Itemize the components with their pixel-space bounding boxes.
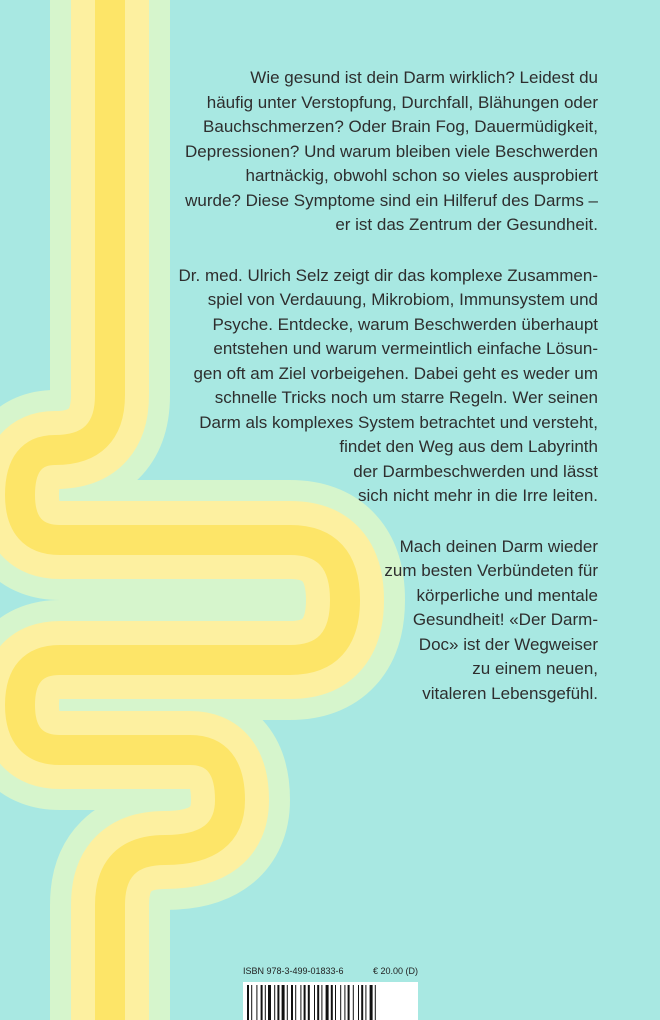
barcode-bar [308, 985, 310, 1020]
blurb-line: häufig unter Verstopfung, Durchfall, Blähungen oder [206, 92, 598, 112]
barcode-bar [304, 985, 306, 1020]
blurb-line: Psyche. Entdecke, warum Beschwerden überhaupt [212, 314, 598, 334]
barcode-bar [344, 985, 345, 1020]
blurb-line: entstehen und warum vermeintlich einfache Lösun- [213, 339, 598, 358]
barcode-bar [265, 985, 266, 1020]
barcode-bar [340, 985, 341, 1020]
blurb-line: er ist das Zentrum der Gesundheit. [335, 215, 598, 234]
blurb-line: findet den Weg aus dem Labyrinth [339, 437, 598, 456]
barcode-bar [291, 985, 293, 1020]
blurb-line: körperliche und mentale [416, 585, 598, 605]
blurb-paragraph-2 [38, 264, 598, 509]
blurb-line: wurde? Diese Symptome sind ein Hilferuf des Darms – [185, 190, 598, 210]
blurb-line: zum besten Verbündeten für [384, 561, 598, 580]
back-cover-blurb [38, 66, 598, 732]
blurb-line: sich nicht mehr in die Irre leiten. [358, 486, 598, 505]
barcode-bar [295, 985, 296, 1020]
barcode-bar [314, 985, 315, 1020]
isbn-number: ISBN 978-3-499-01833-6 [243, 966, 344, 976]
blurb-line: Depressionen? Und warum bleiben viele Beschwerden [185, 141, 598, 161]
blurb-line: der Darmbeschwerden und lässt [353, 461, 598, 481]
barcode-bar [317, 985, 319, 1020]
barcode-bar [251, 985, 252, 1020]
barcode-bar [358, 985, 359, 1020]
barcode-bar [361, 985, 363, 1020]
barcode-bar [268, 985, 271, 1020]
blurb-paragraph-1 [38, 66, 598, 238]
barcode-bar [274, 985, 275, 1020]
barcode-bar [331, 985, 333, 1020]
blurb-line: Dr. med. Ulrich Selz zeigt dir das komplexe Zusammen- [178, 265, 598, 285]
barcode-bar [348, 985, 350, 1020]
blurb-line: Bauchschmerzen? Oder Brain Fog, Dauermüdigkeit, [203, 117, 598, 136]
barcode-bar [282, 985, 285, 1020]
blurb-line: Mach deinen Darm wieder [399, 536, 598, 556]
barcode-bar [365, 985, 366, 1020]
blurb-line: vitaleren Lebensgefühl. [422, 683, 598, 703]
blurb-line: spiel von Verdauung, Mikrobiom, Immunsystem und [207, 290, 598, 309]
barcode-bar [277, 985, 279, 1020]
barcode-bar [326, 985, 329, 1020]
barcode-bars [243, 982, 418, 1020]
barcode-bar [370, 985, 373, 1020]
barcode-bar [247, 985, 249, 1020]
blurb-line: Gesundheit! «Der Darm- [412, 610, 598, 629]
barcode-bar [353, 985, 354, 1020]
blurb-line: Wie gesund ist dein Darm wirklich? Leidest du [250, 68, 598, 87]
barcode-bar [321, 985, 322, 1020]
isbn-line [243, 966, 418, 976]
blurb-paragraph-3 [38, 535, 598, 707]
barcode-block [243, 966, 418, 1020]
barcode-bar [300, 985, 301, 1020]
blurb-line: zu einem neuen, [472, 659, 598, 678]
barcode-bar [335, 985, 336, 1020]
blurb-line: Doc» ist der Wegweiser [418, 634, 598, 654]
price-label: € 20.00 (D) [372, 966, 418, 976]
barcode-bar [261, 985, 263, 1020]
barcode-bar [287, 985, 288, 1020]
barcode-bar [375, 985, 376, 1020]
blurb-line: schnelle Tricks noch um starre Regeln. Wer seinen [214, 388, 598, 407]
blurb-line: Darm als komplexes System betrachtet und versteht, [199, 412, 598, 432]
blurb-line: hartnäckig, obwohl schon so vieles ausprobiert [245, 166, 598, 185]
blurb-line: gen oft am Ziel vorbeigehen. Dabei geht es weder um [193, 363, 598, 383]
barcode-bar [256, 985, 257, 1020]
